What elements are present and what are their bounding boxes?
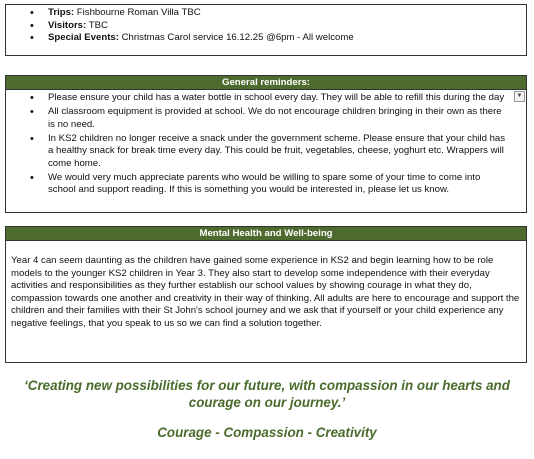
general-reminders-title: General reminders: xyxy=(6,76,526,90)
motto-quote: ‘Creating new possibilities for our future, with compassion in our hearts and courage on our journey.’ xyxy=(24,378,510,410)
events-visitors-label: Visitors: xyxy=(48,19,87,31)
dropdown-arrow-icon[interactable]: ▼ xyxy=(514,91,525,102)
events-visitors-value: TBC xyxy=(86,19,108,31)
events-list xyxy=(6,7,526,45)
list-item: • Please ensure your child has a water bottle in school every day. They will be able to refill this during the day xyxy=(6,92,510,105)
general-reminders-list xyxy=(6,90,526,197)
wellbeing-text: Year 4 can seem daunting as the children have gained some experience in KS2 and begin learning how to be role models to the younger KS2 children in Year 3. They also start to develop some independence with their everyday activities and responsibilities as they further establish our school values by showing courage in what they do, compassion towards one another and creativity in their way of thinking. All adults are here to encourage and support the children and their families with their St John's school journey and we ask that if yourself or your child experience any negative feelings, that you speak to us so we can find a solution together. xyxy=(11,255,520,329)
list-item xyxy=(6,32,526,45)
events-special-value: Christmas Carol service 16.12.25 @6pm - All welcome xyxy=(118,32,354,43)
events-trips-label: Trips: xyxy=(48,7,75,18)
events-box xyxy=(5,4,527,56)
list-item: • In KS2 children no longer receive a snack under the government scheme. Please ensure that your child has a healthy snack for break time every day. This could be fruit, vegetables, cheese, yoghurt etc. Wrappers will come home. xyxy=(6,133,510,171)
wellbeing-title: Mental Health and Well-being xyxy=(6,227,526,241)
list-item xyxy=(6,7,526,20)
events-trips-value: Fishbourne Roman Villa TBC xyxy=(74,7,201,18)
events-special-label: Special Events: xyxy=(48,32,119,43)
general-reminders-box xyxy=(5,75,527,213)
school-values: Courage - Compassion - Creativity xyxy=(157,425,377,440)
wellbeing-box xyxy=(5,226,527,363)
list-item: • We would very much appreciate parents who would be willing to spare some of your time to come into school and support reading. If this is something you would be interested in, please let us know. xyxy=(6,172,510,197)
list-item xyxy=(6,20,526,33)
list-item: • All classroom equipment is provided at school. We do not encourage children bringing in their own as there is no need. xyxy=(6,106,510,131)
